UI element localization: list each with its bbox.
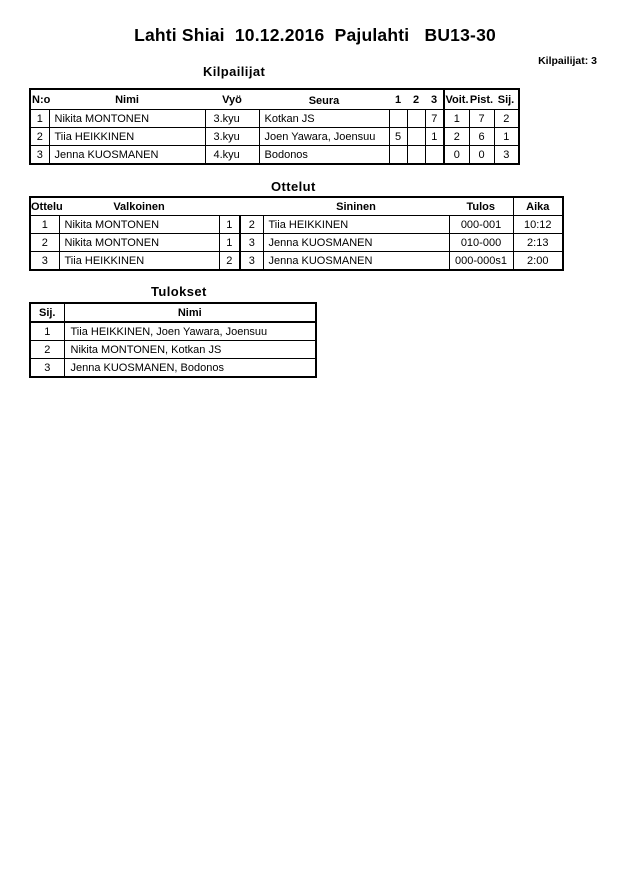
wins-value: 2	[444, 128, 469, 146]
competitor-name: Tiia HEIKKINEN	[49, 128, 205, 146]
tulokset-header-row	[30, 303, 316, 322]
score-round-3: 1	[425, 128, 444, 146]
competitor-club: Bodonos	[259, 146, 389, 165]
col-header-seura: Seura	[259, 89, 389, 110]
white-player-number: 2	[219, 252, 240, 271]
wins-value: 0	[444, 146, 469, 165]
ottelut-heading: Ottelut	[271, 179, 316, 194]
score-round-3	[425, 146, 444, 165]
match-number: 3	[30, 252, 59, 271]
ottelut-table	[29, 196, 564, 271]
result-name-club: Jenna KUOSMANEN, Bodonos	[64, 359, 316, 378]
col-header-white-number	[219, 197, 240, 216]
placement-value: 3	[494, 146, 519, 165]
competitor-count-label: Kilpailijat: 3	[538, 55, 597, 67]
placement-value: 1	[494, 128, 519, 146]
result-placement: 2	[30, 341, 64, 359]
competitor-belt: 3.kyu	[205, 128, 259, 146]
col-header-pist: Pist.	[469, 89, 494, 110]
kilpailijat-header-row	[30, 89, 519, 110]
competitor-belt: 4.kyu	[205, 146, 259, 165]
kilpailijat-heading: Kilpailijat	[203, 64, 266, 79]
competitor-club: Joen Yawara, Joensuu	[259, 128, 389, 146]
match-result: 010-000	[449, 234, 513, 252]
blue-player-name: Jenna KUOSMANEN	[263, 234, 449, 252]
match-time: 10:12	[513, 216, 563, 234]
match-time: 2:13	[513, 234, 563, 252]
ottelut-header-row	[30, 197, 563, 216]
col-header-sininen: Sininen	[263, 197, 449, 216]
white-player-name: Tiia HEIKKINEN	[59, 252, 219, 271]
result-placement: 3	[30, 359, 64, 378]
score-round-2	[407, 110, 425, 128]
col-header-sij: Sij.	[30, 303, 64, 322]
wins-value: 1	[444, 110, 469, 128]
kilpailijat-row	[30, 146, 519, 165]
col-header-vyo: Vyö	[205, 89, 259, 110]
points-value: 0	[469, 146, 494, 165]
col-header-tulos: Tulos	[449, 197, 513, 216]
score-round-3: 7	[425, 110, 444, 128]
ottelut-row	[30, 252, 563, 271]
result-name-club: Nikita MONTONEN, Kotkan JS	[64, 341, 316, 359]
tulokset-row	[30, 322, 316, 341]
points-value: 6	[469, 128, 494, 146]
blue-player-name: Jenna KUOSMANEN	[263, 252, 449, 271]
ottelut-row	[30, 234, 563, 252]
white-player-number: 1	[219, 216, 240, 234]
page-title: Lahti Shiai 10.12.2016 Pajulahti BU13-30	[134, 25, 496, 45]
tulokset-row	[30, 359, 316, 378]
col-header-nimi: Nimi	[64, 303, 316, 322]
col-header-sij: Sij.	[494, 89, 519, 110]
points-value: 7	[469, 110, 494, 128]
white-player-number: 1	[219, 234, 240, 252]
blue-player-number: 3	[240, 234, 263, 252]
competitor-number: 3	[30, 146, 49, 165]
competitor-number: 1	[30, 110, 49, 128]
tulokset-heading: Tulokset	[151, 284, 207, 299]
score-round-1	[389, 146, 407, 165]
competitor-club: Kotkan JS	[259, 110, 389, 128]
match-number: 2	[30, 234, 59, 252]
score-round-1	[389, 110, 407, 128]
tulokset-row	[30, 341, 316, 359]
col-header-voit: Voit.	[444, 89, 469, 110]
kilpailijat-table	[29, 88, 520, 165]
tulokset-table	[29, 302, 317, 378]
match-time: 2:00	[513, 252, 563, 271]
kilpailijat-row	[30, 110, 519, 128]
col-header-valkoinen: Valkoinen	[59, 197, 219, 216]
col-header-round-2: 2	[407, 89, 425, 110]
competitor-number: 2	[30, 128, 49, 146]
white-player-name: Nikita MONTONEN	[59, 234, 219, 252]
kilpailijat-row	[30, 128, 519, 146]
col-header-round-3: 3	[425, 89, 444, 110]
blue-player-number: 3	[240, 252, 263, 271]
match-result: 000-001	[449, 216, 513, 234]
competitor-name: Jenna KUOSMANEN	[49, 146, 205, 165]
col-header-nimi: Nimi	[49, 89, 205, 110]
col-header-aika: Aika	[513, 197, 563, 216]
match-number: 1	[30, 216, 59, 234]
match-result: 000-000s1	[449, 252, 513, 271]
competitor-name: Nikita MONTONEN	[49, 110, 205, 128]
score-round-2	[407, 128, 425, 146]
col-header-round-1: 1	[389, 89, 407, 110]
col-header-no: N:o	[30, 89, 49, 110]
ottelut-row	[30, 216, 563, 234]
score-round-1: 5	[389, 128, 407, 146]
result-name-club: Tiia HEIKKINEN, Joen Yawara, Joensuu	[64, 322, 316, 341]
col-header-blue-number	[240, 197, 263, 216]
score-round-2	[407, 146, 425, 165]
col-header-ottelu: Ottelu	[30, 197, 59, 216]
white-player-name: Nikita MONTONEN	[59, 216, 219, 234]
blue-player-number: 2	[240, 216, 263, 234]
placement-value: 2	[494, 110, 519, 128]
blue-player-name: Tiia HEIKKINEN	[263, 216, 449, 234]
result-placement: 1	[30, 322, 64, 341]
competitor-belt: 3.kyu	[205, 110, 259, 128]
